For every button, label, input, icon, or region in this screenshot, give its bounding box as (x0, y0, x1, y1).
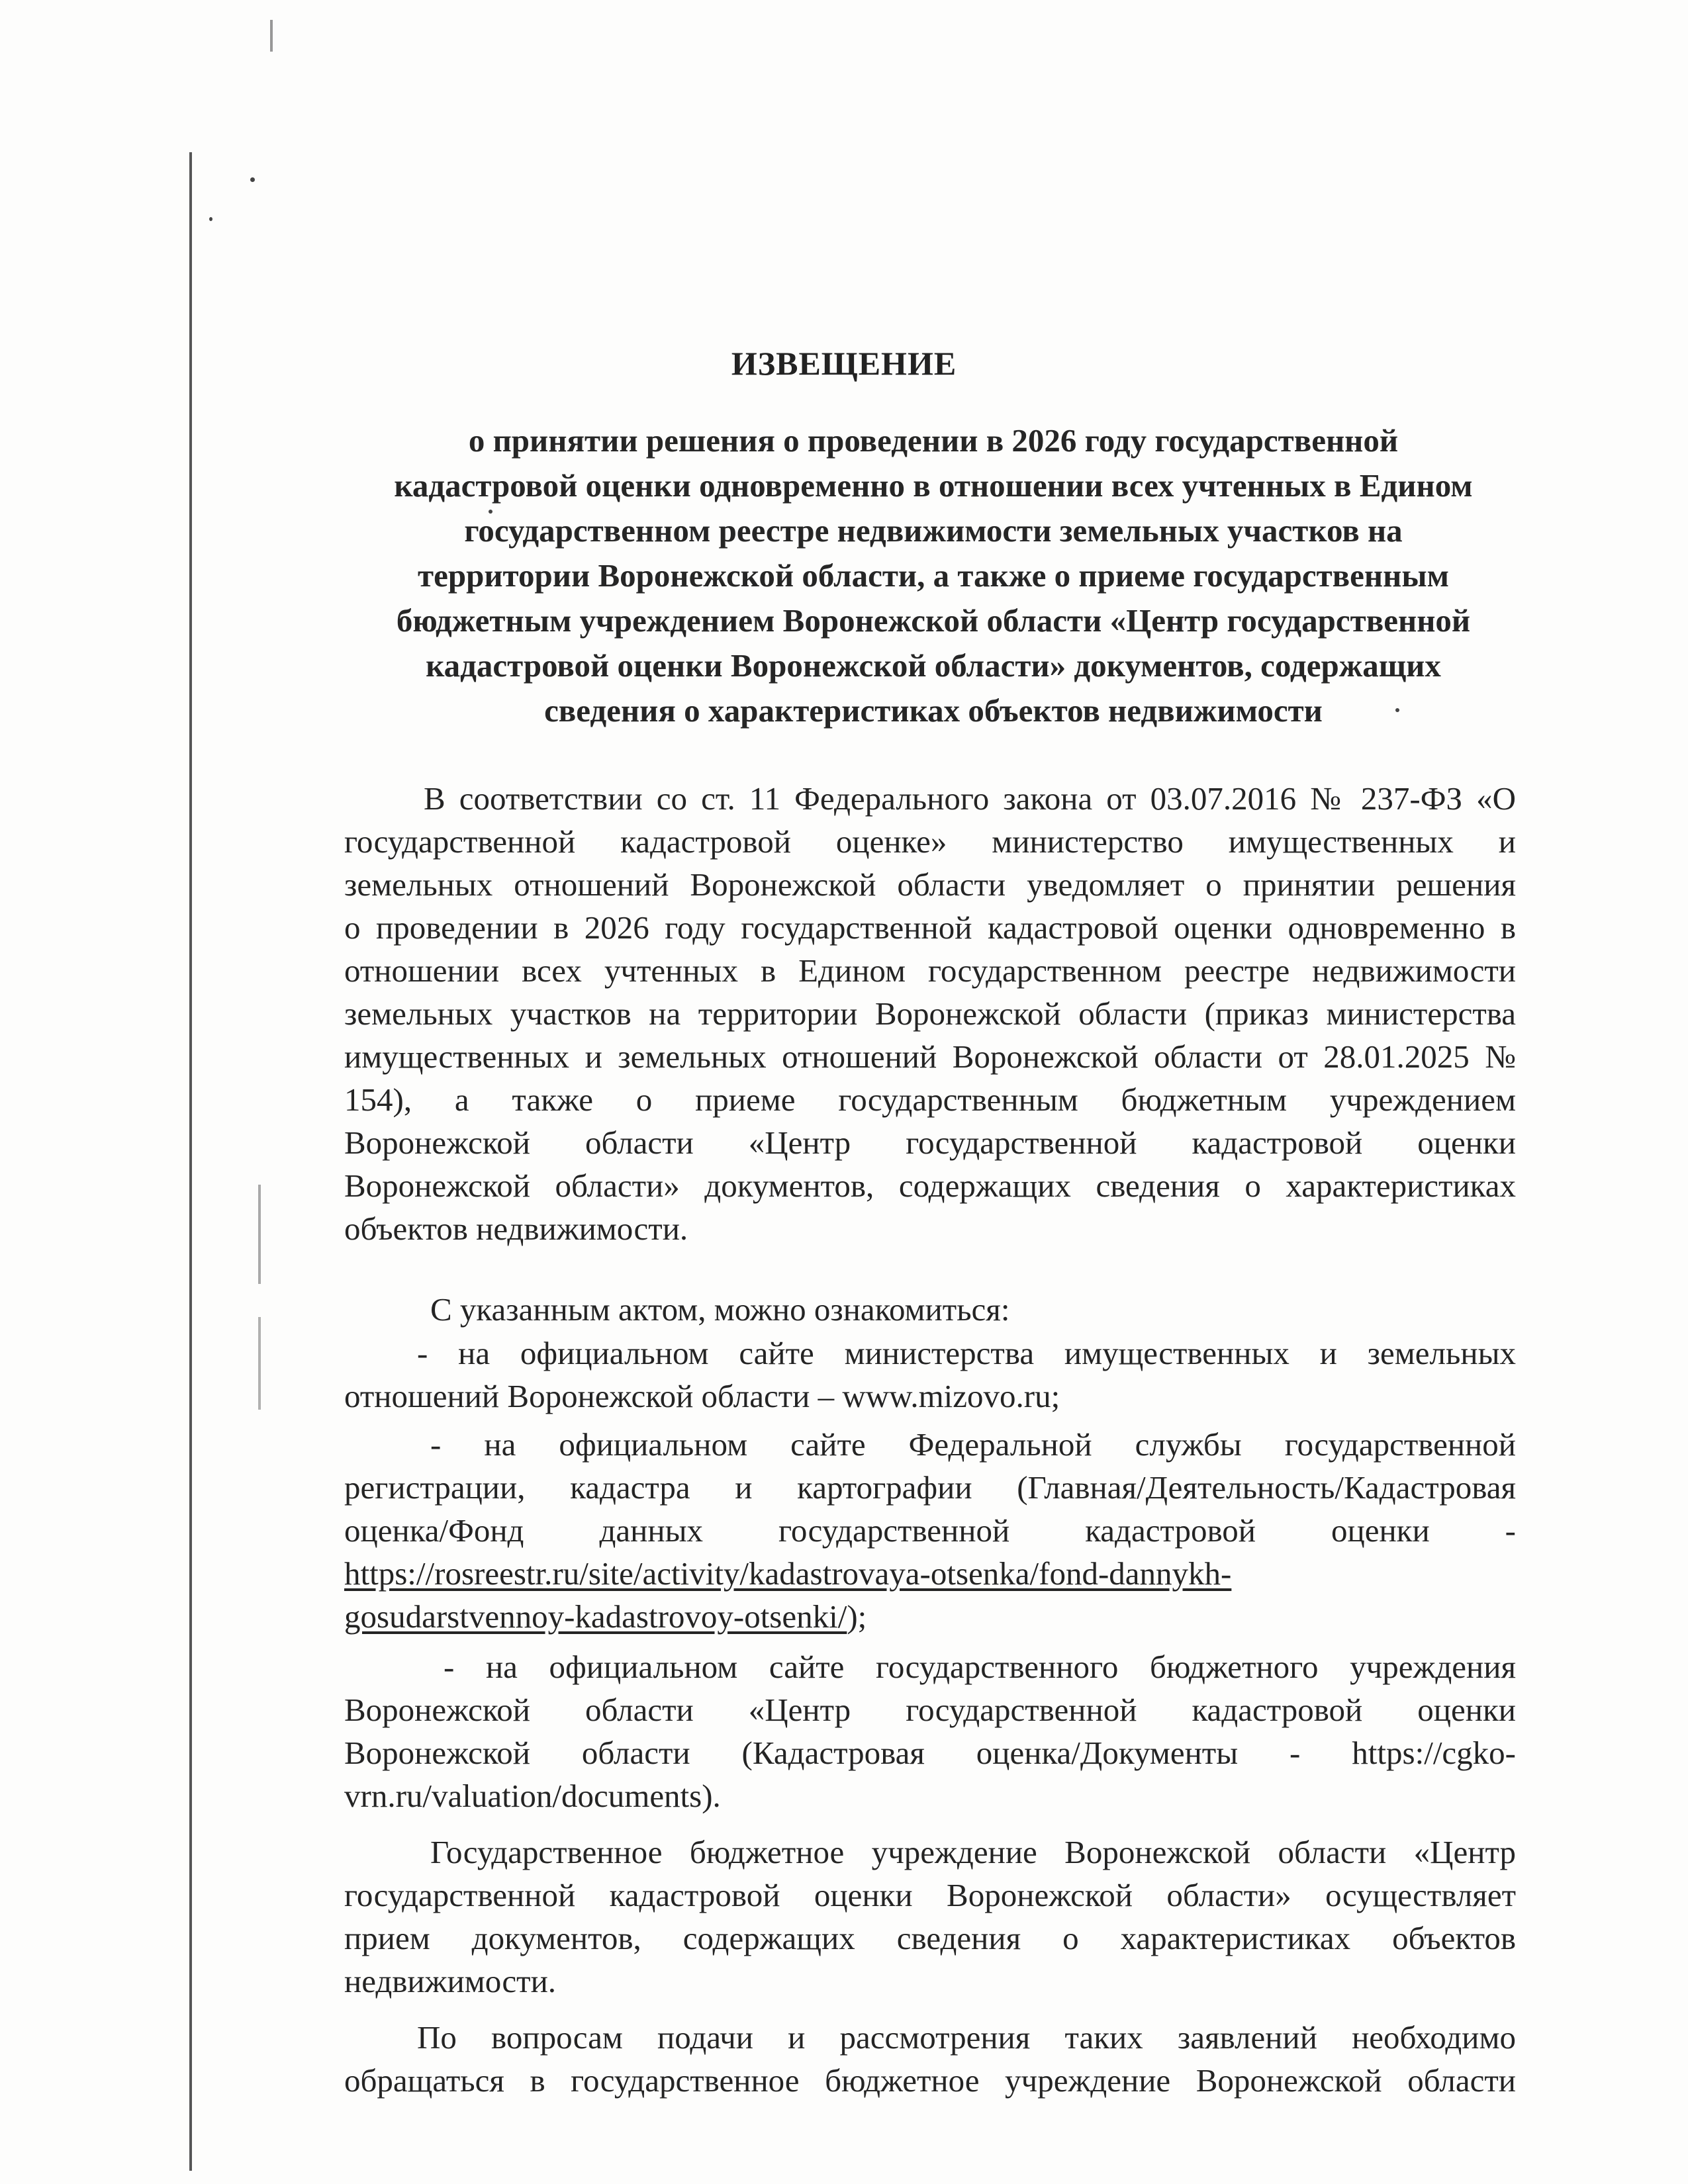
paragraph-line: Государственное бюджетное учреждение Воронежской области «Центр (430, 1834, 1516, 1870)
paragraph-line: земельных участков на территории Воронежской области (приказ министерства (344, 995, 1516, 1032)
document-title: ИЗВЕЩЕНИЕ (731, 345, 957, 382)
paragraph-contacts (344, 2016, 1516, 2102)
list-line: - на официальном сайте Федеральной службы государственной (430, 1426, 1516, 1463)
subtitle-line: сведения о характеристиках объектов недвижимости (544, 692, 1323, 729)
paragraph-line: обращаться в государственное бюджетное учреждение Воронежской области (344, 2062, 1516, 2099)
list-line: vrn.ru/valuation/documents). (344, 1778, 721, 1814)
paragraph-center (344, 1831, 1516, 2003)
rosreestr-link[interactable]: https://rosreestr.ru/site/activity/kadastrovaya-otsenka/fond-dannykh- (344, 1555, 1232, 1592)
scan-speck (250, 177, 255, 182)
list-item-cgko (344, 1645, 1516, 1817)
paragraph-line: объектов недвижимости. (344, 1210, 688, 1247)
subtitle-line: кадастровой оценки одновременно в отношении всех учтенных в Едином (394, 467, 1473, 504)
list-line: оценка/Фонд данных государственной кадастровой оценки - (344, 1512, 1516, 1549)
paragraph-line: прием документов, содержащих сведения о характеристиках объектов (344, 1920, 1516, 1956)
paragraph-line: Воронежской области «Центр государственной кадастровой оценки (344, 1124, 1516, 1161)
list-line-suffix: ); (847, 1598, 867, 1635)
list-line: - на официальном сайте министерства имущественных и земельных (417, 1335, 1516, 1371)
scan-speck (209, 217, 212, 221)
rosreestr-link[interactable]: gosudarstvennoy-kadastrovoy-otsenki/ (344, 1598, 847, 1635)
list-line: регистрации, кадастра и картографии (Главная/Деятельность/Кадастровая (344, 1469, 1516, 1506)
paragraph-line: имущественных и земельных отношений Воронежской области от 28.01.2025 № (344, 1038, 1516, 1075)
list-line: отношений Воронежской области – www.mizovo.ru; (344, 1378, 1060, 1414)
paragraph-line: 154), а также о приеме государственным бюджетным учреждением (344, 1081, 1516, 1118)
paragraph-main (344, 777, 1516, 1250)
paragraph-line: государственной кадастровой оценке» министерство имущественных и (344, 823, 1516, 860)
paragraph-line: земельных отношений Воронежской области уведомляет о принятии решения (344, 866, 1516, 903)
subtitle-line: территории Воронежской области, а также о приеме государственным (418, 557, 1449, 594)
subtitle-line: бюджетным учреждением Воронежской области «Центр государственной (396, 602, 1471, 639)
paragraph-line: В соответствии со ст. 11 Федерального закона от 03.07.2016 № 237-ФЗ «О (424, 780, 1516, 817)
scan-margin-line (189, 152, 192, 2171)
subtitle-line: государственном реестре недвижимости земельных участков на (464, 512, 1403, 549)
paragraph-line: государственной кадастровой оценки Воронежской области» осуществляет (344, 1877, 1516, 1913)
paragraph-line: Воронежской области» документов, содержащих сведения о характеристиках (344, 1167, 1516, 1204)
list-line: - на официальном сайте государственного бюджетного учреждения (444, 1649, 1516, 1685)
paragraph-line: о проведении в 2026 году государственной кадастровой оценки одновременно в (344, 909, 1516, 946)
list-item-mizovo (344, 1332, 1516, 1418)
subtitle-line: кадастровой оценки Воронежской области» документов, содержащих (426, 647, 1441, 684)
intro-line: С указанным актом, можно ознакомиться: (430, 1291, 1010, 1328)
paragraph-line: По вопросам подачи и рассмотрения таких заявлений необходимо (417, 2019, 1516, 2056)
scan-mark (270, 20, 273, 52)
paragraph-line: отношении всех учтенных в Едином государственном реестре недвижимости (344, 952, 1516, 989)
list-line: Воронежской области «Центр государственной кадастровой оценки (344, 1692, 1516, 1728)
intro-text (344, 1288, 1516, 1331)
subtitle-line: о принятии решения о проведении в 2026 году государственной (468, 422, 1399, 459)
list-line: Воронежской области (Кадастровая оценка/Документы - https://cgko- (344, 1735, 1516, 1771)
scan-mark (258, 1317, 261, 1410)
document-subtitle (357, 418, 1509, 733)
list-item-rosreestr (344, 1423, 1516, 1638)
scan-mark (258, 1185, 261, 1284)
paragraph-line: недвижимости. (344, 1963, 557, 1999)
